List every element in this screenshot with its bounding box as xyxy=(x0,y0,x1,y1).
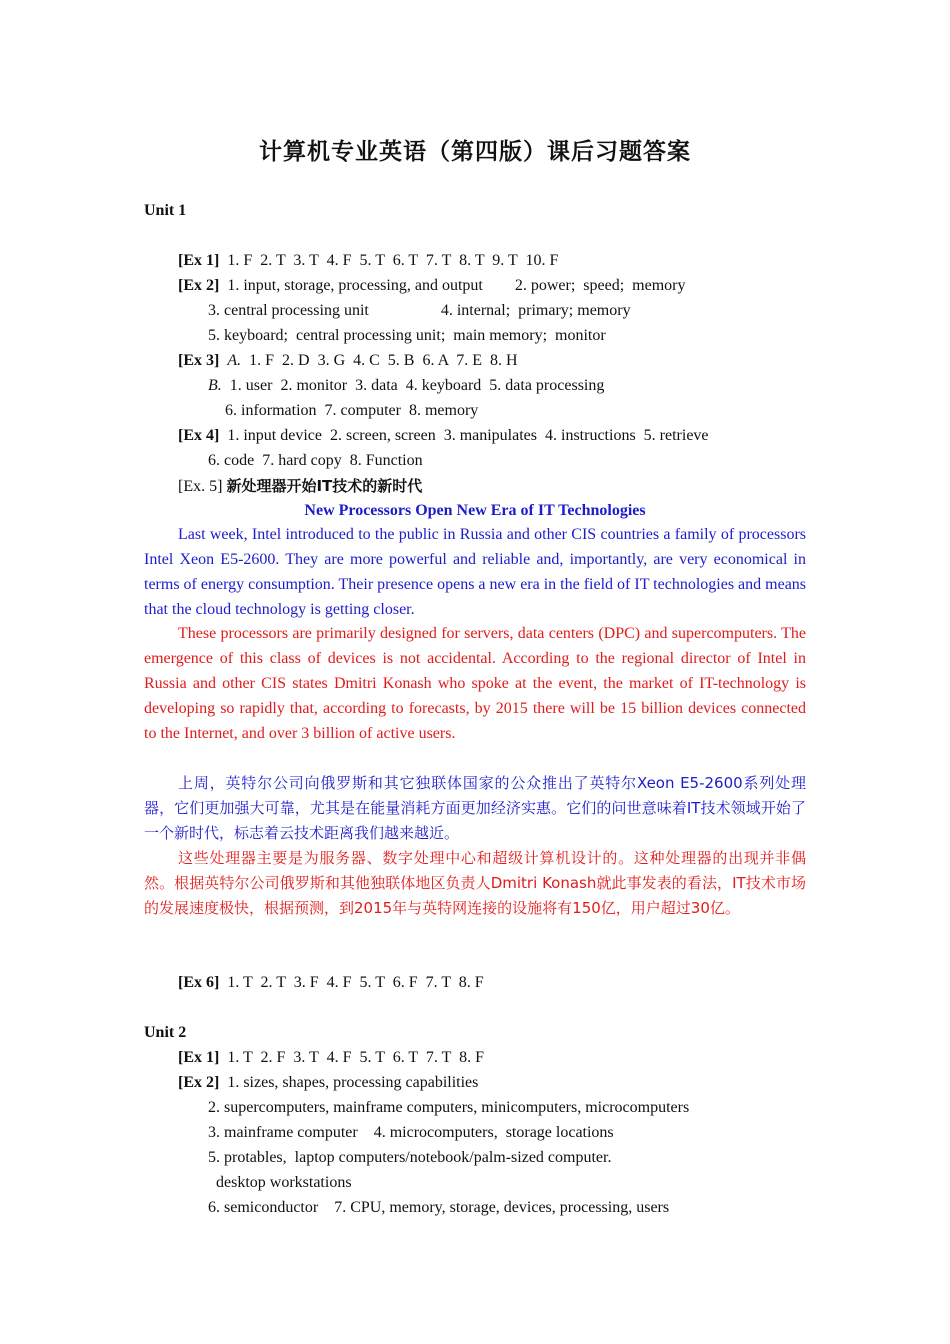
answer-line: 6. information 7. computer 8. memory xyxy=(225,402,479,419)
answer-line: 1. T 2. T 3. F 4. F 5. T 6. F 7. T 8. F xyxy=(227,974,484,991)
unit1-heading: Unit 1 xyxy=(144,202,187,219)
unit2-ex2 xyxy=(178,1073,478,1093)
ex-tag: [Ex 1] xyxy=(178,252,220,269)
unit1-ex1 xyxy=(178,251,558,271)
answer-line: 1. user 2. monitor 3. data 4. keyboard 5. data processing xyxy=(221,377,605,394)
answer-line: 6. code 7. hard copy 8. Function xyxy=(208,452,423,469)
ex-tag: [Ex 6] xyxy=(178,974,220,991)
answer-line: 1. sizes, shapes, processing capabilities xyxy=(227,1074,479,1091)
answer-line: 2. supercomputers, mainframe computers, minicomputers, microcomputers xyxy=(208,1099,690,1116)
ex-tag: [Ex 2] xyxy=(178,277,220,294)
article-title: New Processors Open New Era of IT Technologies xyxy=(304,502,646,519)
unit1-ex3 xyxy=(178,351,518,371)
ex-tag: [Ex 3] xyxy=(178,352,220,369)
answer-line: 1. F 2. T 3. T 4. F 5. T 6. T 7. T 8. T 9. T 10. F xyxy=(227,252,559,269)
answer-line: 1. F 2. D 3. G 4. C 5. B 6. A 7. E 8. H xyxy=(241,352,518,369)
ex-title-cn: 新处理器开始IT技术的新时代 xyxy=(226,477,423,495)
ex-tag: [Ex 4] xyxy=(178,427,220,444)
answer-line: 3. mainframe computer 4. microcomputers, storage locations xyxy=(208,1124,614,1141)
article-paragraph-cn-2: 这些处理器主要是为服务器、数字处理中心和超级计算机设计的。这种处理器的出现并非偶然。根据英特尔公司俄罗斯和其他独联体地区负责人Dmitri Konash就此事发表的看法，IT技术市场的发展速度极快，根据预测，到2015年与英特网连接的设施将有150亿，用户超过30亿。 xyxy=(144,849,806,917)
article-paragraph-cn-1: 上周，英特尔公司向俄罗斯和其它独联体国家的公众推出了英特尔Xeon E5-2600系列处理器，它们更加强大可靠，尤其是在能量消耗方面更加经济实惠。它们的问世意味着IT技术领域开始了一个新时代，标志着云技术距离我们越来越近。 xyxy=(144,774,806,842)
unit2-ex1 xyxy=(178,1048,484,1068)
unit2-heading: Unit 2 xyxy=(144,1024,187,1041)
article-paragraph-en-1: Last week, Intel introduced to the public in Russia and other CIS countries a family of processors Intel Xeon E5-2600. They are more powerful and reliable and, importantly, are very economical in terms of energy consumption. Their presence opens a new era in the field of IT technologies and means that the cloud technology is getting closer. xyxy=(144,526,807,618)
answer-line: 1. input device 2. screen, screen 3. manipulates 4. instructions 5. retrieve xyxy=(227,427,709,444)
answer-line: 5. keyboard; central processing unit; main memory; monitor xyxy=(208,327,606,344)
unit1-ex6 xyxy=(178,973,484,993)
ex-tag: [Ex. 5] xyxy=(178,478,227,495)
answer-line: 1. input, storage, processing, and output 2. power; speed; memory xyxy=(227,277,686,294)
part-label: A. xyxy=(227,352,242,369)
answer-line: 1. T 2. F 3. T 4. F 5. T 6. T 7. T 8. F xyxy=(227,1049,484,1066)
article-paragraph-en-2: These processors are primarily designed for servers, data centers (DPC) and supercomputers. The emergence of this class of devices is not accidental. According to the regional director of Intel in Russia and other CIS states Dmitri Konash who spoke at the event, the market of IT-technology is developing so rapidly that, according to forecasts, by 2015 there will be 15 billion devices connected to the Internet, and over 3 billion of active users. xyxy=(144,625,806,742)
document-title: 计算机专业英语（第四版）课后习题答案 xyxy=(259,139,691,165)
ex-tag: [Ex 1] xyxy=(178,1049,220,1066)
ex-tag: [Ex 2] xyxy=(178,1074,220,1091)
answer-line: 6. semiconductor 7. CPU, memory, storage, devices, processing, users xyxy=(208,1199,670,1216)
answer-line: 5. protables, laptop computers/notebook/palm-sized computer. xyxy=(208,1149,612,1166)
answer-line: 3. central processing unit 4. internal; primary; memory xyxy=(208,302,631,319)
unit1-ex5 xyxy=(178,476,422,497)
answer-line: desktop workstations xyxy=(216,1174,352,1191)
unit1-ex2 xyxy=(178,276,685,296)
part-label: B. xyxy=(208,377,222,394)
unit1-ex3-b xyxy=(208,376,604,396)
unit1-ex4 xyxy=(178,426,709,446)
